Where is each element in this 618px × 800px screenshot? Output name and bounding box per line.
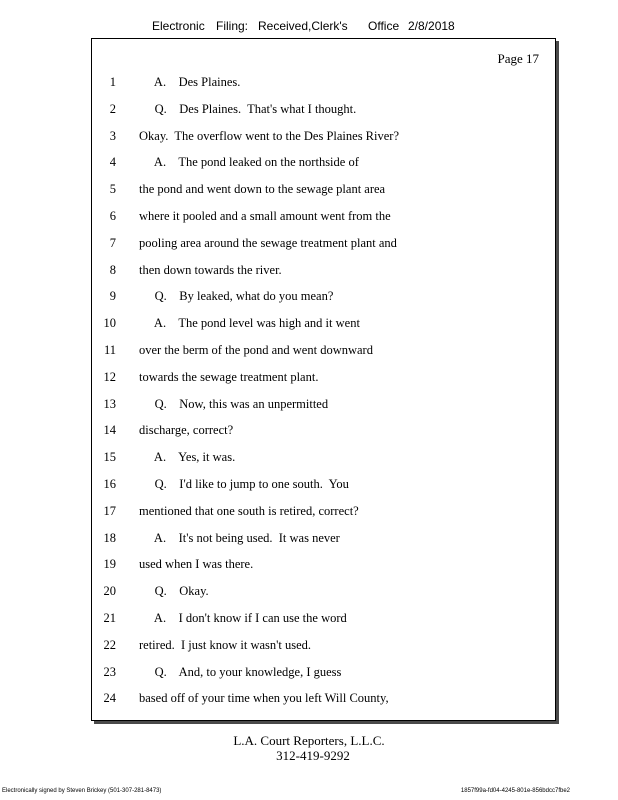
line-text: where it pooled and a small amount went from the xyxy=(139,209,391,223)
transcript-line xyxy=(92,370,555,388)
header-filing: Filing: xyxy=(216,19,249,33)
transcript-line xyxy=(92,102,555,120)
line-number: 14 xyxy=(103,423,116,438)
line-text: mentioned that one south is retired, correct? xyxy=(139,503,359,518)
line-number: 16 xyxy=(103,477,116,491)
transcript-line xyxy=(92,665,555,683)
footer-company: L.A. Court Reporters, L.L.C. xyxy=(233,733,385,748)
line-text: used when I was there. xyxy=(139,557,254,572)
line-text: pooling area around the sewage treatment plant and xyxy=(139,235,397,250)
transcript-line xyxy=(92,423,555,441)
line-text: Q. I'd like to jump to one south. You xyxy=(139,477,349,491)
footer-phone: 312-419-9292 xyxy=(276,748,350,763)
transcript-line xyxy=(92,477,555,495)
line-text: discharge, correct? xyxy=(139,423,234,438)
header-received: Received,Clerk's xyxy=(258,19,348,33)
line-text: towards the sewage treatment plant. xyxy=(139,369,319,384)
line-number: 15 xyxy=(103,450,116,465)
line-number: 8 xyxy=(109,262,116,277)
transcript-line xyxy=(92,263,555,281)
line-number: 17 xyxy=(103,503,116,518)
line-number: 19 xyxy=(103,557,116,572)
line-text: the pond and went down to the sewage plant area xyxy=(139,182,386,197)
line-number: 22 xyxy=(103,637,116,652)
line-text: A. It's not being used. It was never xyxy=(139,530,340,545)
transcript-line xyxy=(92,209,555,227)
line-text: based off of your time when you left Will County, xyxy=(139,691,389,706)
line-text: A. I don't know if I can use the word xyxy=(139,611,347,625)
header-electronic: Electronic xyxy=(152,19,205,33)
line-number: 10 xyxy=(103,316,116,331)
line-text: retired. I just know it wasn't used. xyxy=(139,637,312,652)
line-number: 11 xyxy=(103,343,116,357)
line-number: 5 xyxy=(109,182,116,197)
line-number: 12 xyxy=(103,369,116,384)
line-text: A. The pond leaked on the northside of xyxy=(139,155,359,170)
transcript-line xyxy=(92,638,555,656)
transcript-page xyxy=(91,38,556,721)
transcript-line xyxy=(92,584,555,602)
line-text: Q. And, to your knowledge, I guess xyxy=(139,664,342,679)
line-text: then down towards the river. xyxy=(139,262,282,277)
line-number: 20 xyxy=(103,584,116,599)
line-text: Q. Des Plaines. That's what I thought. xyxy=(139,101,357,116)
transcript-line xyxy=(92,182,555,200)
transcript-line xyxy=(92,75,555,93)
line-text: Q. By leaked, what do you mean? xyxy=(139,289,334,304)
line-number: 23 xyxy=(103,664,116,679)
line-text: Q. Now, this was an unpermitted xyxy=(139,396,329,411)
line-text: over the berm of the pond and went downward xyxy=(139,343,373,357)
transcript-line xyxy=(92,343,555,361)
transcript-line xyxy=(92,531,555,549)
line-number: 13 xyxy=(103,396,116,411)
line-text: A. Des Plaines. xyxy=(139,75,241,89)
line-number: 7 xyxy=(109,235,116,250)
transcript-line xyxy=(92,397,555,415)
transcript-line xyxy=(92,236,555,254)
transcript-line xyxy=(92,129,555,147)
line-number: 21 xyxy=(103,611,116,625)
line-number: 9 xyxy=(109,289,116,304)
line-number: 4 xyxy=(109,155,116,170)
signature-right: 1857f99a-fd04-4245-801e-856bdcc7fbe2 xyxy=(460,788,570,794)
line-text: A. The pond level was high and it went xyxy=(139,316,360,331)
transcript-line xyxy=(92,450,555,468)
transcript-line xyxy=(92,611,555,629)
header-office: Office xyxy=(368,19,400,33)
line-number: 1 xyxy=(109,75,116,89)
transcript-line xyxy=(92,289,555,307)
transcript-line xyxy=(92,691,555,709)
line-number: 18 xyxy=(103,530,116,545)
line-text: A. Yes, it was. xyxy=(139,450,236,465)
line-text: Q. Okay. xyxy=(139,584,209,599)
transcript-line xyxy=(92,155,555,173)
line-number: 24 xyxy=(103,691,116,706)
line-number: 3 xyxy=(109,128,116,143)
page-number: Page 17 xyxy=(497,51,539,66)
header-date: 2/8/2018 xyxy=(408,19,455,33)
line-text: Okay. The overflow went to the Des Plaines River? xyxy=(139,128,400,143)
transcript-line xyxy=(92,504,555,522)
transcript-line xyxy=(92,557,555,575)
transcript-line xyxy=(92,316,555,334)
line-number: 6 xyxy=(109,209,116,223)
line-number: 2 xyxy=(109,101,116,116)
signature-left: Electronically signed by Steven Brickey (501-307-281-8473) xyxy=(2,788,162,794)
